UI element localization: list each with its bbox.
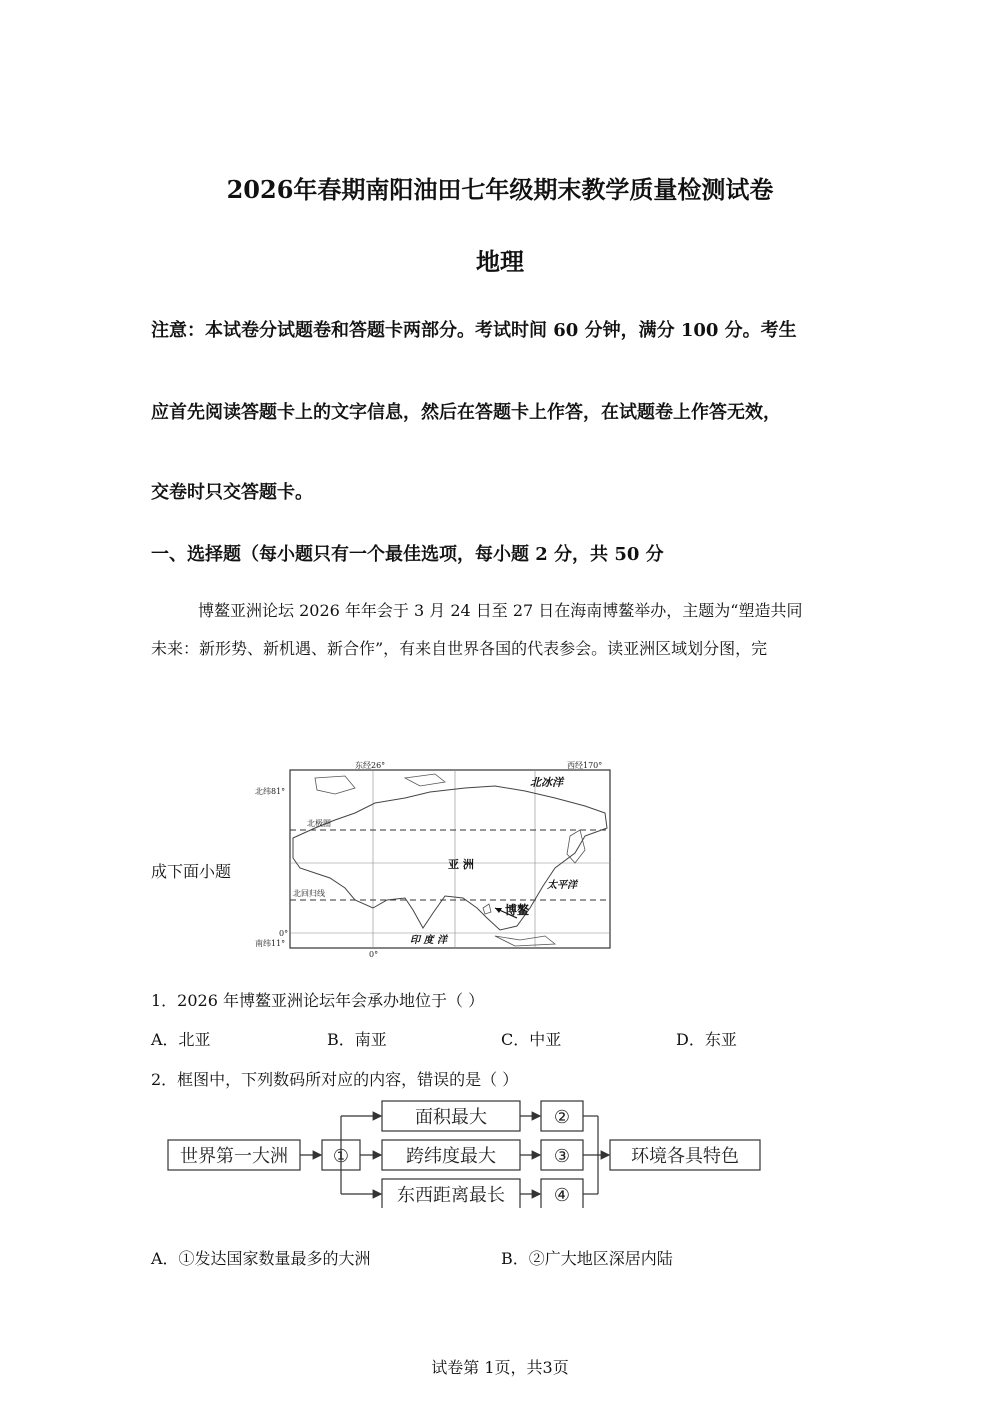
q2-flow-diagram — [160, 1098, 770, 1208]
tropic-label: 北回归线 — [293, 889, 325, 898]
end-label: 环境各具特色 — [631, 1146, 739, 1167]
q2-stem: 2．框图中，下列数码所对应的内容，错误的是（ ） — [151, 1070, 519, 1089]
notice-line-1: 注意：本试卷分试题卷和答题卡两部分。考试时间 60 分钟，满分 100 分。考生 — [151, 320, 797, 341]
f3-label: 东西距离最长 — [397, 1185, 505, 1206]
subject-title: 地理 — [476, 247, 524, 276]
f1-label: 面积最大 — [415, 1107, 487, 1128]
pacific-label: 太平洋 — [547, 880, 577, 891]
exam-title: 2026年春期南阳油田七年级期末教学质量检测试卷 — [226, 175, 774, 204]
lon-label-east26: 东经26° — [355, 761, 386, 770]
section-heading: 一、选择题（每小题只有一个最佳选项，每小题 2 分，共 50 分 — [151, 544, 664, 565]
q1-stem: 1．2026 年博鳌亚洲论坛年会承办地位于（ ） — [151, 991, 485, 1010]
notice-line-3: 交卷时只交答题卡。 — [151, 482, 313, 503]
q1-option-c[interactable]: C．中亚 — [501, 1030, 562, 1049]
intro-line-2: 未来：新形势、新机遇、新合作”，有来自世界各国的代表参会。读亚洲区域划分图，完 — [151, 639, 768, 658]
equator-label: 0° — [279, 929, 289, 938]
intro-line-3: 成下面小题 — [151, 862, 232, 881]
q1-option-b[interactable]: B．南亚 — [327, 1030, 387, 1049]
q1-option-a[interactable]: A．北亚 — [151, 1030, 211, 1049]
asia-region-map — [255, 758, 615, 958]
f2-label: 跨纬度最大 — [406, 1146, 496, 1167]
lat-label-81n: 北纬81° — [255, 787, 286, 796]
n1-label: ① — [332, 1146, 350, 1167]
arctic-circle-label: 北极圈 — [307, 819, 331, 828]
intro-line-1: 博鳌亚洲论坛 2026 年年会于 3 月 24 日至 27 日在海南博鳌举办，主题为“塑造共同 — [198, 601, 803, 620]
q2-option-b[interactable]: B．②广大地区深居内陆 — [501, 1249, 673, 1268]
notice-line-2: 应首先阅读答题卡上的文字信息，然后在答题卡上作答，在试题卷上作答无效， — [151, 402, 781, 423]
q2-option-a[interactable]: A．①发达国家数量最多的大洲 — [151, 1249, 371, 1268]
lat-label-11s: 南纬11° — [255, 939, 286, 948]
n4-label: ④ — [553, 1185, 571, 1206]
start-label: 世界第一大洲 — [180, 1146, 288, 1167]
n3-label: ③ — [553, 1146, 571, 1167]
boao-label: 博鳌 — [505, 903, 530, 917]
lon-label-west170: 西经170° — [567, 761, 603, 770]
indian-ocean-label: 印 度 洋 — [410, 935, 447, 946]
page-footer: 试卷第 1页，共3页 — [431, 1358, 569, 1377]
asia-label: 亚 洲 — [448, 858, 474, 871]
arctic-ocean-label: 北冰洋 — [530, 776, 563, 789]
q1-option-d[interactable]: D．东亚 — [676, 1030, 737, 1049]
bottom-lon-label: 0° — [369, 950, 379, 958]
n2-label: ② — [553, 1107, 571, 1128]
